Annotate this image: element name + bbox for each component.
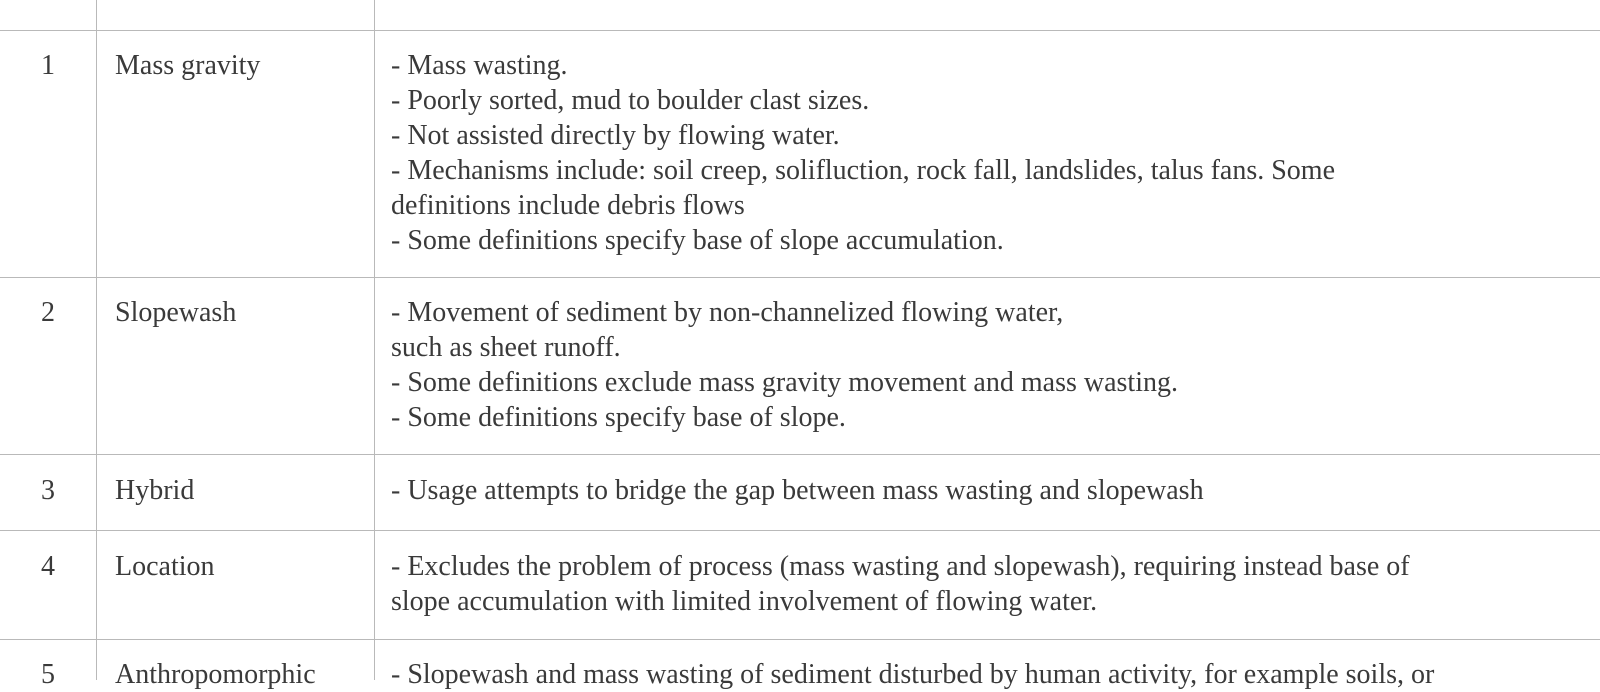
row-number: 5 [41, 659, 55, 690]
description-line: - Slopewash and mass wasting of sediment disturbed by human activity, for example soils, or [391, 659, 1435, 690]
row-number: 1 [41, 50, 55, 81]
description-line: - Poorly sorted, mud to boulder clast sizes. [391, 85, 870, 116]
row-description [391, 657, 1581, 692]
row-divider [0, 530, 1600, 531]
row-divider [0, 639, 1600, 640]
column-divider-category [374, 0, 375, 680]
description-line: - Usage attempts to bridge the gap between mass wasting and slopewash [391, 475, 1204, 506]
row-description [391, 473, 1581, 508]
row-category: Mass gravity [115, 50, 261, 81]
row-category: Anthropomorphic [115, 659, 316, 690]
row-category: Location [115, 551, 215, 582]
row-description [391, 48, 1581, 258]
row-divider [0, 30, 1600, 31]
description-line: definitions include debris flows [391, 190, 745, 221]
row-number: 3 [41, 475, 55, 506]
row-description [391, 295, 1581, 435]
description-line: - Some definitions specify base of slope accumulation. [391, 225, 1004, 256]
row-description [391, 549, 1581, 619]
row-category: Slopewash [115, 297, 237, 328]
description-line: - Some definitions specify base of slope. [391, 402, 846, 433]
description-line: - Mechanisms include: soil creep, solifluction, rock fall, landslides, talus fans. Some [391, 155, 1336, 186]
description-line: - Not assisted directly by flowing water. [391, 120, 840, 151]
row-number: 2 [41, 297, 55, 328]
description-line: - Excludes the problem of process (mass wasting and slopewash), requiring instead base of [391, 551, 1410, 582]
row-divider [0, 454, 1600, 455]
row-number: 4 [41, 551, 55, 582]
description-line: - Mass wasting. [391, 50, 568, 81]
column-divider-number [96, 0, 97, 680]
row-divider [0, 277, 1600, 278]
description-line: - Some definitions exclude mass gravity movement and mass wasting. [391, 367, 1178, 398]
description-line: such as sheet runoff. [391, 332, 621, 363]
description-line: - Movement of sediment by non-channelized flowing water, [391, 297, 1064, 328]
row-category: Hybrid [115, 475, 195, 506]
description-line: slope accumulation with limited involvement of flowing water. [391, 586, 1098, 617]
